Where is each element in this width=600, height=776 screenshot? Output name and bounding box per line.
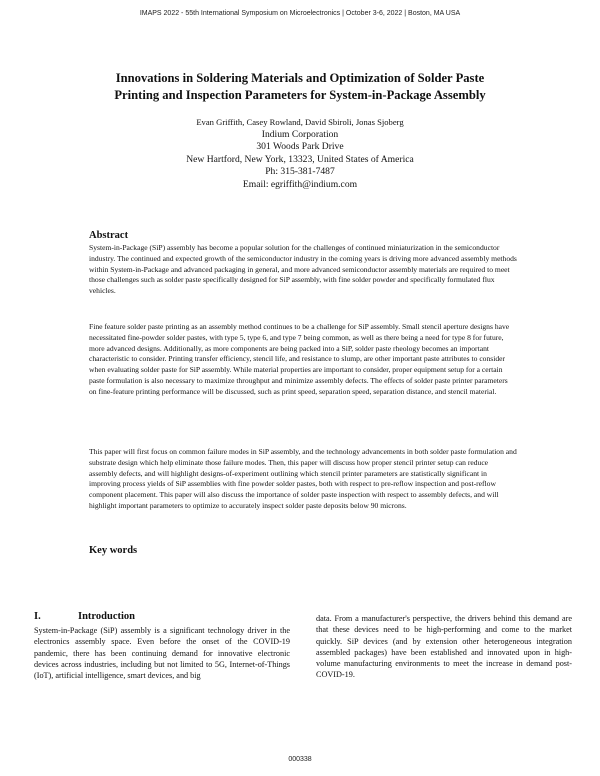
title-line-1: Innovations in Soldering Materials and Optimization of Solder Paste [115,71,485,85]
section-title: Introduction [78,611,135,622]
introduction-right-column: data. From a manufacturer's perspective, the drivers behind this demand are that these devices need to be high-performing and come to the market quickly. SiP devices (and by extension other heterogeneous integration assembled packages) have been established and innovated upon in high-volume manufacturing environments to meet the increase in demand post-COVID-19. [316,614,572,680]
keywords-heading: Key words [89,545,138,556]
author-street: 301 Woods Park Drive [256,141,344,152]
title-line-2: Printing and Inspection Parameters for System-in-Package Assembly [114,88,486,102]
section-number: I. [34,611,41,622]
abstract-paragraph-3: This paper will first focus on common failure modes in SiP assembly, and the technology advancements in both solder paste formulation and substrate design which help eliminate those failure modes. Then, this paper will discuss how proper stencil printer setup can reduce assembly defects, and will highlight designs-of-experiment outlining which stencil printer parameters are statistically significant in improving process yields of SiP assemblies with fine powder solder pastes, both with respect to pre-reflow inspection and post-reflow component placement. This paper will also discuss the importance of solder paste inspection with respect to assembly defects, and will highlight important parameters to optimize to accurately inspect solder paste deposits below 90 microns. [89,447,517,510]
author-city: New Hartford, New York, 13323, United States of America [186,153,414,165]
author-organization: Indium Corporation [261,128,339,140]
author-phone: Ph: 315-381-7487 [265,166,335,177]
abstract-paragraph-1: System-in-Package (SiP) assembly has become a popular solution for the challenges of continued miniaturization in the semiconductor industry. The continued and expected growth of the semiconductor industry in the coming years is driving more advanced assembly methods within System-in-Package and advanced packaging in general, and more advanced semiconductor assembly materials are required to meet those challenges such as solder paste specifically designed for SiP assembly, with fine solder powder and specifically formulated flux vehicles. [89,243,517,296]
author-block [100,116,500,191]
paper-title [60,70,540,104]
abstract-paragraph-2: Fine feature solder paste printing as an assembly method continues to be a challenge for SiP assembly. Small stencil aperture designs have necessitated fine-powder solder pastes, with type 5, type 6, and type 7 being common, as well as there being a need for type 8 for future, more advanced designs. Additionally, as more components are being packed into a SiP, solder paste rheology becomes an important characteristic to consider. Printing transfer efficiency, stencil life, and resistance to slump, are other important paste attributes to consider when evaluating solder paste for SiP assembly. While material properties are important to consider, proper equipment setup for a certain paste formulation is also necessary to maximize throughput and minimize assembly defects. The effects of solder paste printer parameters on fine-feature printing performance will be discussed, such as print speed, separation speed, separation distance, and stencil material. [89,322,510,396]
introduction-left-column: System-in-Package (SiP) assembly is a significant technology driver in the electronics assembly space. Even before the onset of the COVID-19 pandemic, there has been continuing demand for innovative electronic devices across industries, including but not limited to 5G, Internet-of-Things (IoT), artificial intelligence, smart devices, and big [34,626,290,681]
abstract-heading: Abstract [89,230,129,241]
author-names: Evan Griffith, Casey Rowland, David Sbiroli, Jonas Sjoberg [196,117,404,127]
page-number: 000338 [288,756,312,763]
conference-header: IMAPS 2022 - 55th International Symposium on Microelectronics | October 3-6, 2022 | Boston, MA USA [139,10,461,17]
author-email: Email: egriffith@indium.com [242,178,358,190]
introduction-heading [34,611,135,622]
